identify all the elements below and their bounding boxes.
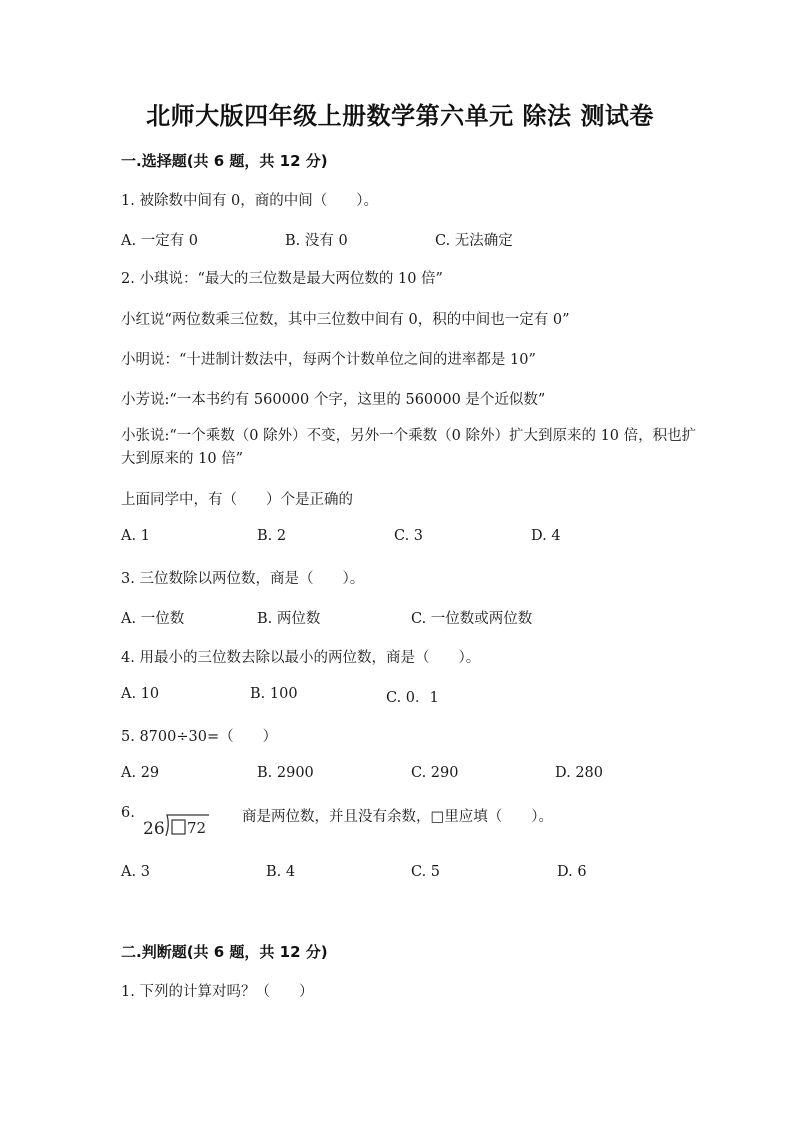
q6-option-c: C. 5 xyxy=(411,864,441,880)
long-division-figure xyxy=(142,812,210,838)
q5-option-b: B. 2900 xyxy=(257,765,314,781)
q3-option-a: A. 一位数 xyxy=(121,611,185,627)
q2-option-a: A. 1 xyxy=(121,528,150,544)
question-2-line-1: 2. 小琪说：“最大的三位数是最大两位数的 10 倍” xyxy=(121,271,443,287)
question-6: 商是两位数，并且没有余数，□里应填（ ）。 xyxy=(242,809,553,825)
section-heading-choice: 一.选择题(共 6 题，共 12 分) xyxy=(121,152,328,170)
q1-option-c: C. 无法确定 xyxy=(435,233,513,249)
question-2-line-6: 上面同学中，有（ ）个是正确的 xyxy=(121,492,353,508)
q1-option-a: A. 一定有 0 xyxy=(121,233,199,249)
q2-option-d: D. 4 xyxy=(531,528,561,544)
question-6-number: 6. xyxy=(121,805,135,821)
q5-option-d: D. 280 xyxy=(555,765,604,781)
page-title: 北师大版四年级上册数学第六单元 除法 测试卷 xyxy=(146,101,654,130)
q6-option-a: A. 3 xyxy=(121,864,150,880)
question-2-line-5: 小张说:“一个乘数（0 除外）不变，另外一个乘数（0 除外）扩大到原来的 10 倍，积也扩大到原来的 10 倍” xyxy=(121,428,697,467)
question-2-line-4: 小芳说:“一本书约有 560000 个字，这里的 560000 是个近似数” xyxy=(121,392,546,408)
section-heading-judgement: 二.判断题(共 6 题，共 12 分) xyxy=(121,943,328,961)
question-2-line-3: 小明说：“十进制计数法中，每两个计数单位之间的进率都是 10” xyxy=(121,352,536,368)
judgement-question-1: 1. 下列的计算对吗？（ ） xyxy=(121,984,314,1000)
question-2-line-2: 小红说“两位数乘三位数，其中三位数中间有 0，积的中间也一定有 0” xyxy=(121,312,570,328)
q4-option-b: B. 100 xyxy=(250,686,298,702)
q4-option-a: A. 10 xyxy=(121,686,160,702)
question-4: 4. 用最小的三位数去除以最小的两位数，商是（ ）。 xyxy=(121,650,481,666)
question-1: 1. 被除数中间有 0，商的中间（ ）。 xyxy=(121,193,379,209)
q4-option-c: C. 0．1 xyxy=(386,690,439,706)
question-3: 3. 三位数除以两位数，商是（ ）。 xyxy=(121,571,365,587)
q2-option-c: C. 3 xyxy=(394,528,424,544)
division-dividend-tail: 72 xyxy=(187,819,207,837)
division-divisor: 26 xyxy=(143,819,165,838)
q6-option-b: B. 4 xyxy=(266,864,296,880)
q2-option-b: B. 2 xyxy=(257,528,287,544)
q3-option-c: C. 一位数或两位数 xyxy=(411,611,533,627)
q5-option-a: A. 29 xyxy=(121,765,160,781)
question-5: 5. 8700÷30=（ ） xyxy=(121,729,278,745)
q6-option-d: D. 6 xyxy=(557,864,587,880)
q1-option-b: B. 没有 0 xyxy=(285,233,348,249)
q3-option-b: B. 两位数 xyxy=(257,611,321,627)
q5-option-c: C. 290 xyxy=(411,765,459,781)
blank-box xyxy=(172,820,185,834)
